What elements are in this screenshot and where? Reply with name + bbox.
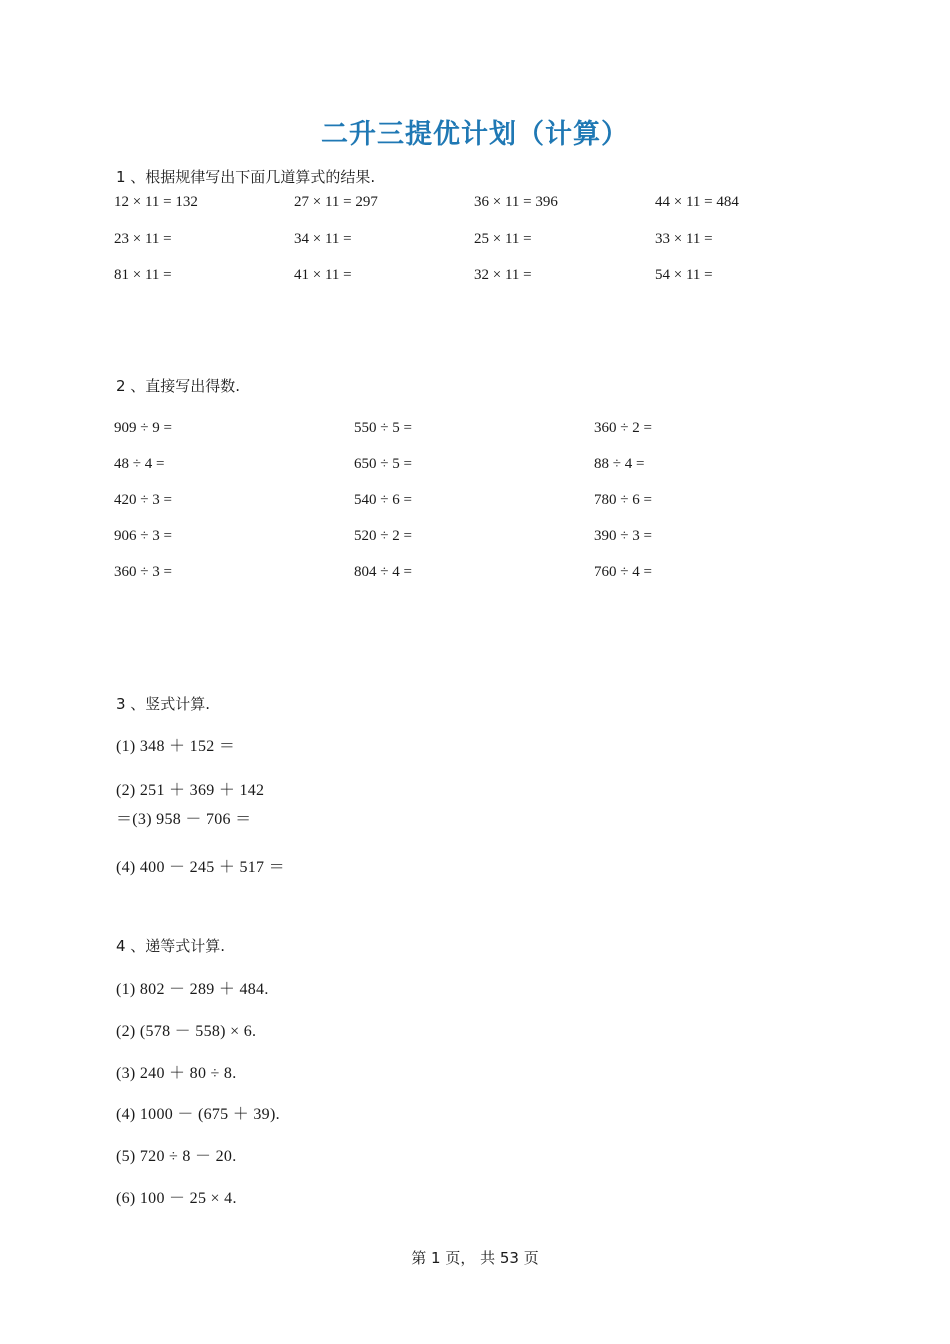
exercise-expression: 540 ÷ 6 = xyxy=(354,492,412,508)
example-expression: 27 × 11 = 297 xyxy=(294,196,378,210)
exercise-expression: 360 ÷ 2 = xyxy=(594,420,652,436)
exercise-expression: 780 ÷ 6 = xyxy=(594,492,652,508)
step-calc-line: (2) (578 － 558) × 6. xyxy=(116,1023,257,1040)
example-expression: 12 × 11 = 132 xyxy=(114,196,198,210)
exercise-expression: 23 × 11 = xyxy=(114,231,172,247)
exercise-expression: 48 ÷ 4 = xyxy=(114,456,165,472)
exercise-expression: 33 × 11 = xyxy=(655,231,713,247)
exercise-expression: 54 × 11 = xyxy=(655,267,713,283)
section-4-heading: 4 、递等式计算. xyxy=(116,937,226,955)
step-calc-line: (4) 1000 － (675 ＋ 39). xyxy=(116,1106,280,1123)
exercise-expression: 420 ÷ 3 = xyxy=(114,492,172,508)
column-calc-line: ＝(3) 958 － 706 ＝ xyxy=(116,811,252,828)
section-3-heading: 3 、竖式计算. xyxy=(116,695,211,713)
column-calc-line: (2) 251 ＋ 369 ＋ 142 xyxy=(116,782,265,799)
exercise-expression: 906 ÷ 3 = xyxy=(114,528,172,544)
page-footer: 第 1 页， 共 53 页 xyxy=(411,1249,539,1267)
column-calc-line: (4) 400 － 245 ＋ 517 ＝ xyxy=(116,859,285,876)
exercise-expression: 520 ÷ 2 = xyxy=(354,528,412,544)
example-expression: 36 × 11 = 396 xyxy=(474,196,558,210)
step-calc-line: (1) 802 － 289 ＋ 484. xyxy=(116,981,269,998)
exercise-expression: 41 × 11 = xyxy=(294,267,352,283)
exercise-expression: 81 × 11 = xyxy=(114,267,172,283)
section-1-heading: 1 、根据规律写出下面几道算式的结果. xyxy=(116,168,376,186)
example-expression: 44 × 11 = 484 xyxy=(655,196,739,210)
step-calc-line: (3) 240 ＋ 80 ÷ 8. xyxy=(116,1065,237,1082)
exercise-expression: 32 × 11 = xyxy=(474,267,532,283)
exercise-expression: 909 ÷ 9 = xyxy=(114,420,172,436)
exercise-expression: 34 × 11 = xyxy=(294,231,352,247)
exercise-expression: 88 ÷ 4 = xyxy=(594,456,645,472)
exercise-expression: 390 ÷ 3 = xyxy=(594,528,652,544)
step-calc-line: (6) 100 － 25 × 4. xyxy=(116,1190,237,1207)
step-calc-line: (5) 720 ÷ 8 － 20. xyxy=(116,1148,237,1165)
exercise-expression: 650 ÷ 5 = xyxy=(354,456,412,472)
exercise-expression: 550 ÷ 5 = xyxy=(354,420,412,436)
section-1-partial-row xyxy=(0,196,950,210)
column-calc-line: (1) 348 ＋ 152 ＝ xyxy=(116,738,236,755)
exercise-expression: 360 ÷ 3 = xyxy=(114,564,172,580)
document-title: 二升三提优计划（计算） xyxy=(321,119,629,150)
exercise-expression: 760 ÷ 4 = xyxy=(594,564,652,580)
exercise-expression: 25 × 11 = xyxy=(474,231,532,247)
exercise-expression: 804 ÷ 4 = xyxy=(354,564,412,580)
section-2-heading: 2 、直接写出得数. xyxy=(116,377,241,395)
